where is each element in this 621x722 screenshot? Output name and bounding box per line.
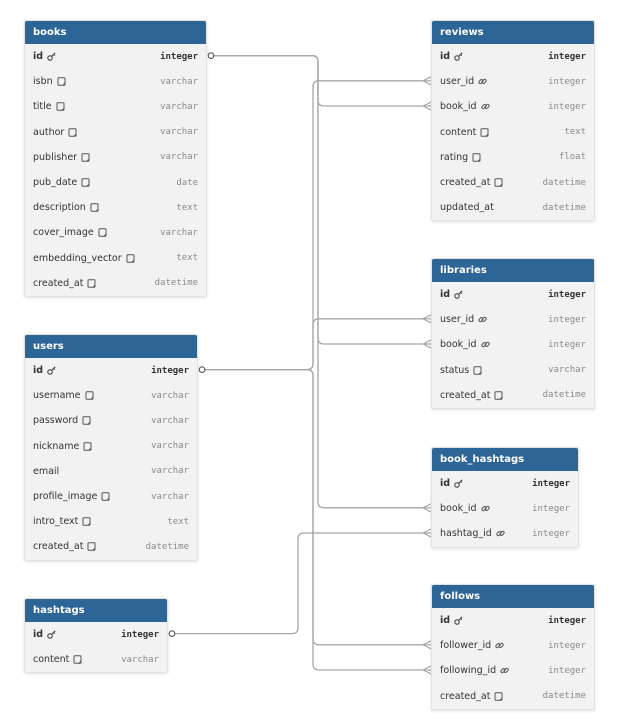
note-icon [81,153,90,162]
column-row[interactable] [432,44,594,69]
column-name: id [33,51,44,63]
column-type: text [167,516,189,527]
many-marker [423,77,431,85]
column-type: integer [548,101,586,112]
column-type: integer [548,640,586,651]
column-type: datetime [145,541,189,552]
column-row[interactable] [25,622,167,647]
column-name: book_id [440,101,477,113]
column-row[interactable] [25,220,206,245]
column-name: status [440,364,470,376]
column-name: hashtag_id [440,528,492,540]
column-row[interactable] [432,282,594,307]
table-books[interactable] [24,20,207,297]
column-row[interactable] [432,170,594,195]
column-type: varchar [548,365,586,376]
table-title: book_hashtags [432,448,578,471]
column-row[interactable] [25,408,197,433]
column-name: id [440,615,451,627]
column-type: datetime [542,202,586,213]
column-row[interactable] [25,383,197,408]
link-icon [478,77,487,86]
key-icon [454,616,463,625]
column-row[interactable] [432,383,594,408]
relation-line [205,370,423,670]
column-row[interactable] [25,358,197,383]
column-name: author [33,126,65,138]
column-row[interactable] [25,534,197,559]
column-name: email [33,465,60,477]
column-type: varchar [160,127,198,138]
column-type: integer [548,314,586,325]
relation-line [214,56,423,106]
note-icon [57,77,66,86]
table-hashtags[interactable] [24,598,168,673]
column-name: cover_image [33,227,94,239]
many-marker [423,315,431,323]
column-name: id [440,51,451,63]
column-name: content [440,126,477,138]
column-row[interactable] [432,94,594,119]
key-icon [47,366,56,375]
column-name: embedding_vector [33,252,122,264]
relation-line [205,319,423,370]
column-name: id [33,365,44,377]
column-type: varchar [151,441,189,452]
column-name: follower_id [440,640,492,652]
column-type: integer [151,365,189,376]
column-row[interactable] [25,484,197,509]
column-row[interactable] [432,358,594,383]
column-row[interactable] [25,434,197,459]
column-row[interactable] [432,633,594,658]
key-icon [454,290,463,299]
column-row[interactable] [25,44,206,69]
column-name: isbn [33,76,53,88]
column-name: pub_date [33,177,78,189]
table-title: reviews [432,21,594,44]
column-row[interactable] [25,170,206,195]
column-type: datetime [542,691,586,702]
link-icon [495,641,504,650]
table-follows[interactable] [431,584,595,710]
column-row[interactable] [432,684,594,709]
note-icon [494,178,503,187]
table-reviews[interactable] [431,20,595,221]
column-type: integer [548,76,586,87]
column-row[interactable] [432,145,594,170]
column-row[interactable] [432,195,594,220]
link-icon [481,102,490,111]
column-type: integer [160,51,198,62]
note-icon [83,442,92,451]
table-title: hashtags [25,599,167,622]
column-type: integer [548,289,586,300]
key-icon [47,630,56,639]
column-name: created_at [440,690,491,702]
column-type: text [564,127,586,138]
table-title: libraries [432,259,594,282]
note-icon [480,128,489,137]
column-row[interactable] [25,246,206,271]
column-name: created_at [440,389,491,401]
note-icon [73,655,82,664]
column-row[interactable] [432,608,594,633]
column-row[interactable] [25,195,206,220]
column-name: publisher [33,151,78,163]
note-icon [90,203,99,212]
note-icon [82,517,91,526]
note-icon [472,153,481,162]
table-book-hashtags[interactable] [431,447,579,548]
many-marker [423,504,431,512]
column-type: varchar [160,152,198,163]
column-row[interactable] [432,332,594,357]
note-icon [87,542,96,551]
column-row[interactable] [25,647,167,672]
column-row[interactable] [432,496,578,521]
link-icon [478,315,487,324]
column-type: text [176,253,198,264]
many-marker [423,529,431,537]
relation-line [205,370,423,645]
column-type: integer [121,629,159,640]
note-icon [98,228,107,237]
column-type: date [176,177,198,188]
column-name: password [33,415,79,427]
relation-line [175,533,423,634]
column-name: following_id [440,665,497,677]
column-row[interactable] [432,658,594,683]
note-icon [494,391,503,400]
column-type: integer [532,528,570,539]
link-icon [481,504,490,513]
column-type: integer [548,615,586,626]
column-type: datetime [542,390,586,401]
column-row[interactable] [432,120,594,145]
key-icon [47,52,56,61]
column-type: varchar [151,390,189,401]
column-name: created_at [33,541,84,553]
column-name: user_id [440,314,475,326]
column-type: text [176,202,198,213]
column-name: book_id [440,339,477,351]
many-marker [423,102,431,110]
column-name: profile_image [33,491,98,503]
column-name: nickname [33,440,80,452]
column-name: created_at [33,277,84,289]
column-type: integer [548,339,586,350]
column-type: varchar [151,491,189,502]
column-row[interactable] [25,271,206,296]
column-row[interactable] [25,120,206,145]
column-row[interactable] [25,69,206,94]
note-icon [82,416,91,425]
column-row[interactable] [432,307,594,332]
table-libraries[interactable] [431,258,595,409]
column-name: username [33,390,81,402]
relation-line [205,81,423,370]
column-row[interactable] [432,521,578,546]
key-icon [454,52,463,61]
column-row[interactable] [25,94,206,119]
table-title: books [25,21,206,44]
table-title: follows [432,585,594,608]
one-marker [208,53,214,59]
column-name: rating [440,151,469,163]
column-name: user_id [440,76,475,88]
column-name: id [440,478,451,490]
link-icon [496,529,505,538]
column-row[interactable] [432,471,578,496]
column-name: created_at [440,177,491,189]
column-name: id [440,289,451,301]
one-marker [199,367,205,373]
note-icon [68,128,77,137]
column-type: varchar [151,415,189,426]
column-name: title [33,101,52,113]
note-icon [101,492,110,501]
note-icon [85,391,94,400]
many-marker [423,666,431,674]
link-icon [481,340,490,349]
column-type: datetime [154,278,198,289]
note-icon [494,692,503,701]
column-type: varchar [151,466,189,477]
column-type: integer [532,503,570,514]
table-users[interactable] [24,334,198,561]
column-type: integer [532,478,570,489]
link-icon [500,666,509,675]
relation-line [214,56,423,508]
column-type: varchar [160,227,198,238]
column-row[interactable] [432,69,594,94]
note-icon [126,254,135,263]
relation-line [214,56,423,344]
note-icon [473,366,482,375]
many-marker [423,340,431,348]
column-name: updated_at [440,202,494,214]
column-name: description [33,202,86,214]
one-marker [169,631,175,637]
column-type: integer [548,51,586,62]
column-type: varchar [121,654,159,665]
column-name: id [33,629,44,641]
column-name: intro_text [33,516,79,528]
key-icon [454,479,463,488]
column-type: varchar [160,101,198,112]
column-type: float [558,152,586,163]
column-row[interactable] [25,509,197,534]
column-row[interactable] [25,459,197,484]
note-icon [81,178,90,187]
column-type: varchar [160,76,198,87]
note-icon [56,102,65,111]
many-marker [423,641,431,649]
note-icon [87,279,96,288]
column-type: integer [548,665,586,676]
column-type: datetime [542,177,586,188]
table-title: users [25,335,197,358]
column-name: book_id [440,503,477,515]
column-row[interactable] [25,145,206,170]
column-name: content [33,654,70,666]
